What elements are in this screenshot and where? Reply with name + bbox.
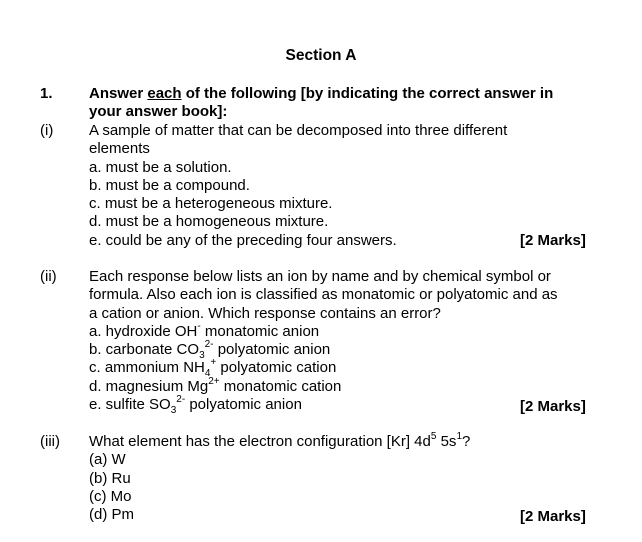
- question-ii-number: (ii): [40, 268, 57, 285]
- instruction-emphasis: each: [147, 85, 182, 102]
- option-a: a. must be a solution.: [89, 158, 232, 176]
- question-iii-number: (iii): [40, 433, 60, 450]
- option-a: (a) W: [89, 451, 126, 469]
- question-iii-stem: What element has the electron configuration [Kr] $4d^5$ $5s^1$?: [89, 431, 471, 450]
- option-d: d. must be a homogeneous mixture.: [89, 213, 329, 231]
- option-c: (c) Mo: [89, 487, 132, 505]
- instruction-text: your answer book]:: [89, 103, 228, 121]
- instruction-text: of the following [by indicating the correct answer in: [181, 85, 554, 102]
- question-ii-stem: a cation or anion. Which response contains an error?: [89, 304, 441, 322]
- option-b: b. must be a compound.: [89, 176, 250, 194]
- option-d: (d) Pm: [89, 506, 134, 524]
- question-ii-stem: formula. Also each ion is classified as monatomic or polyatomic and as: [89, 286, 558, 304]
- question-1-number: 1.: [40, 85, 53, 102]
- option-b: b. carbonate $CO_3^{2-}$ polyatomic anion: [89, 339, 331, 362]
- option-c: c. ammonium $NH_4^+$ polyatomic cation: [89, 357, 337, 380]
- question-i-stem: A sample of matter that can be decomposed into three different: [89, 122, 508, 139]
- question-ii-marks: [2 Marks]: [520, 398, 586, 415]
- option-a: a. hydroxide OH- monatomic anion: [89, 320, 320, 340]
- option-e: e. could be any of the preceding four answers.: [89, 231, 397, 249]
- option-e: e. sulfite $SO_3^{2-}$ polyatomic anion: [89, 394, 302, 417]
- option-d: d. magnesium $Mg^{2+}$ monatomic cation: [89, 375, 342, 395]
- question-1-instruction: [89, 85, 609, 122]
- instruction-text: Answer: [89, 85, 148, 102]
- question-iii-marks: [2 Marks]: [520, 508, 586, 525]
- option-b: (b) Ru: [89, 469, 131, 487]
- section-title: Section A: [285, 47, 357, 64]
- question-ii-stem: Each response below lists an ion by name and by chemical symbol or: [89, 268, 551, 285]
- question-ii-body: [89, 268, 609, 417]
- option-c: c. must be a heterogeneous mixture.: [89, 195, 333, 213]
- question-i-stem: elements: [89, 140, 150, 158]
- question-i-number: (i): [40, 122, 54, 139]
- question-i-body: [89, 122, 609, 250]
- question-i-marks: [2 Marks]: [520, 232, 586, 249]
